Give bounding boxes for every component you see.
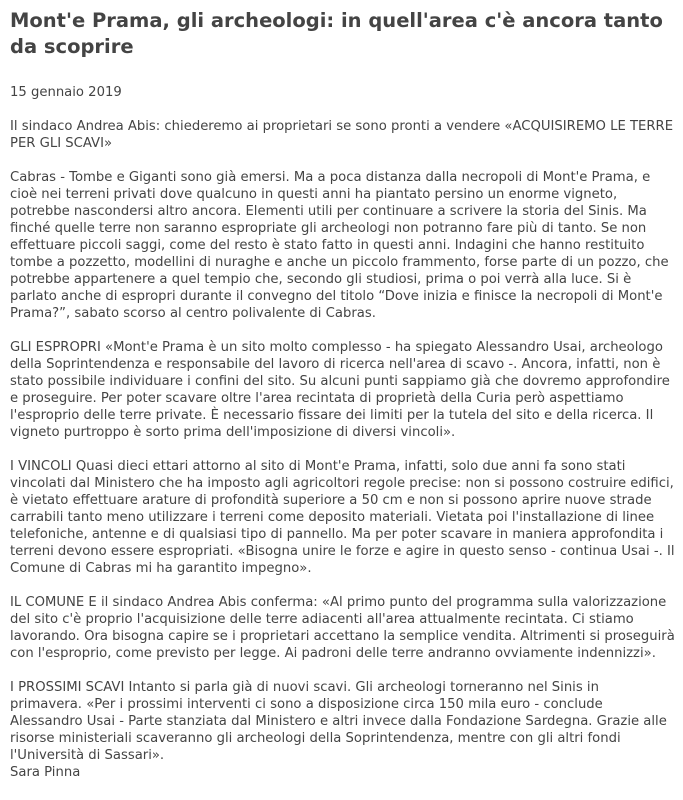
article-title: Mont'e Prama, gli archeologi: in quell'area c'è ancora tanto da scoprire	[10, 9, 663, 58]
paragraph-comune: IL COMUNE E il sindaco Andrea Abis conferma: «Al primo punto del programma sulla valorizzazione del sito c'è proprio l'acquisizione delle terre adiacenti all'area attualmente recintata. Ci stiamo lavorando. Ora bisogna capire se i proprietari accettano la semplice vendita. Altrimenti si proseguirà con l'esproprio, come previsto per legge. Ai padroni delle terre andranno ovviamente indennizzi».	[10, 595, 675, 661]
article-date: 15 gennaio 2019	[10, 85, 122, 100]
paragraph-espropri: GLI ESPROPRI «Mont'e Prama è un sito molto complesso - ha spiegato Alessandro Usai, archeologo della Soprintendenza e responsabile del lavoro di ricerca nell'area di scavo -. Ancora, infatti, non è stato possibile individuare i confini del sito. Su alcuni punti sappiamo già che dovremo approfondire e proseguire. Per poter scavare oltre l'area recintata di proprietà della Curia però aspettiamo l'esproprio delle terre private. È necessario fissare dei limiti per la tutela del sito e della ricerca. Il vigneto purtroppo è sorto prima dell'imposizione di diversi vincoli».	[10, 340, 670, 440]
article-author: Sara Pinna	[10, 765, 81, 780]
paragraph-prossimi-scavi: I PROSSIMI SCAVI Intanto si parla già di nuovi scavi. Gli archeologi torneranno nel Sinis in primavera. «Per i prossimi interventi ci sono a disposizione circa 150 mila euro - conclude Alessandro Usai - Parte stanziata dal Ministero e altri invece dalla Fondazione Sardegna. Grazie alle risorse ministeriali scaveranno gli archeologi della Soprintendenza, mentre con gli altri fondi l'Università di Sassari».	[10, 680, 667, 763]
paragraph-vincoli: I VINCOLI Quasi dieci ettari attorno al sito di Mont'e Prama, infatti, solo due anni fa sono stati vincolati dal Ministero che ha imposto agli agricoltori regole precise: non si possono costruire edifici, è vietato effettuare arature di profondità superiore a 50 cm e non si possono aprire nuove strade carrabili tanto meno utilizzare i terreni come deposito materiali. Vietata poi l'installazione di linee telefoniche, antenne e di qualsiasi tipo di pannello. Ma per poter scavare in maniera approfondita i terreni devono essere espropriati. «Bisogna unire le forze e agire in questo senso - continua Usai -. Il Comune di Cabras mi ha garantito impegno».	[10, 459, 675, 576]
article-subtitle: Il sindaco Andrea Abis: chiederemo ai proprietari se sono pronti a vendere «ACQUISIREMO LE TERRE PER GLI SCAVI»	[10, 119, 674, 151]
paragraph-intro: Cabras - Tombe e Giganti sono già emersi. Ma a poca distanza dalla necropoli di Mont'e Prama, e cioè nei terreni privati dove qualcuno in questi anni ha piantato persino un enorme vigneto, potrebbe nascondersi altro ancora. Elementi utili per continuare a scrivere la storia del Sinis. Ma finché quelle terre non saranno espropriate gli archeologi non potranno fare più di tanto. Se non effettuare piccoli saggi, come del resto è stato fatto in questi anni. Indagini che hanno restituito tombe a pozzetto, modellini di nuraghe e anche un piccolo frammento, forse parte di un pozzo, che potrebbe appartenere a quel tempio che, secondo gli studiosi, prima o poi verrà alla luce. Si è parlato anche di espropri durante il convegno del titolo “Dove inizia e finisce la necropoli di Mont'e Prama?”, sabato scorso al centro polivalente di Cabras.	[10, 170, 669, 321]
